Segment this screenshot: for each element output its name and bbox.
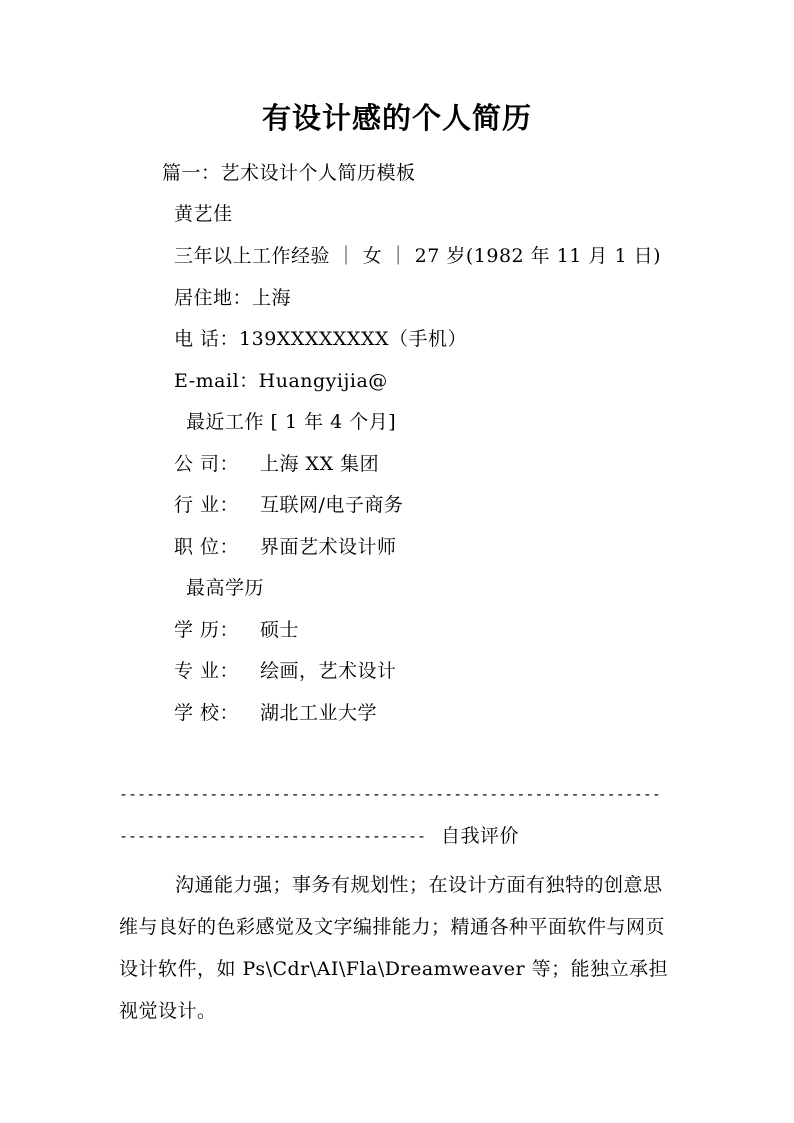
- education-school-label: 学 校：: [174, 702, 240, 724]
- education-school: [174, 699, 377, 727]
- work-industry-value: 互联网/电子商务: [260, 494, 404, 516]
- work-industry-label: 行 业：: [174, 494, 240, 516]
- work-industry: [174, 491, 403, 519]
- work-position-label: 职 位：: [174, 536, 240, 558]
- work-company: [174, 450, 379, 478]
- education-degree-label: 学 历：: [174, 619, 240, 641]
- education-school-value: 湖北工业大学: [260, 702, 378, 724]
- recent-work-heading: 最近工作 [ 1 年 4 个月]: [186, 411, 397, 433]
- work-position-value: 界面艺术设计师: [260, 536, 397, 558]
- education-major-label: 专 业：: [174, 660, 240, 682]
- candidate-name: 黄艺佳: [174, 203, 233, 225]
- work-company-value: 上海 XX 集团: [260, 453, 380, 475]
- work-company-label: 公 司：: [174, 453, 240, 475]
- education-degree: [174, 616, 299, 644]
- section-heading: 篇一：艺术设计个人简历模板: [162, 162, 416, 184]
- self-eval-heading: 自我评价: [441, 825, 520, 847]
- email: E-mail：Huangyijia@: [174, 370, 388, 392]
- education-major: [174, 657, 397, 685]
- phone: 电 话：139XXXXXXXX（手机）: [174, 328, 468, 350]
- document-title: 有设计感的个人简历: [261, 101, 532, 135]
- divider-line-short: ----------------------------------: [119, 827, 427, 845]
- education-degree-value: 硕士: [260, 619, 300, 641]
- summary-line: 三年以上工作经验 ｜ 女 ｜ 27 岁(1982 年 11 月 1 日): [174, 245, 662, 267]
- education-major-value: 绘画，艺术设计: [260, 660, 397, 682]
- work-position: [174, 533, 397, 561]
- residence: 居住地：上海: [174, 287, 292, 309]
- self-eval-paragraph: 沟通能力强；事务有规划性；在设计方面有独特的创意思维与良好的色彩感觉及文字编排能力；精通各种平面软件与网页设计软件，如 Ps\Cdr\AI\Fla\Dreamweaver 等；能独立承担视觉设计。: [119, 874, 669, 1022]
- education-heading: 最高学历: [186, 577, 265, 599]
- divider-line: ------------------------------------------------------------: [119, 785, 661, 803]
